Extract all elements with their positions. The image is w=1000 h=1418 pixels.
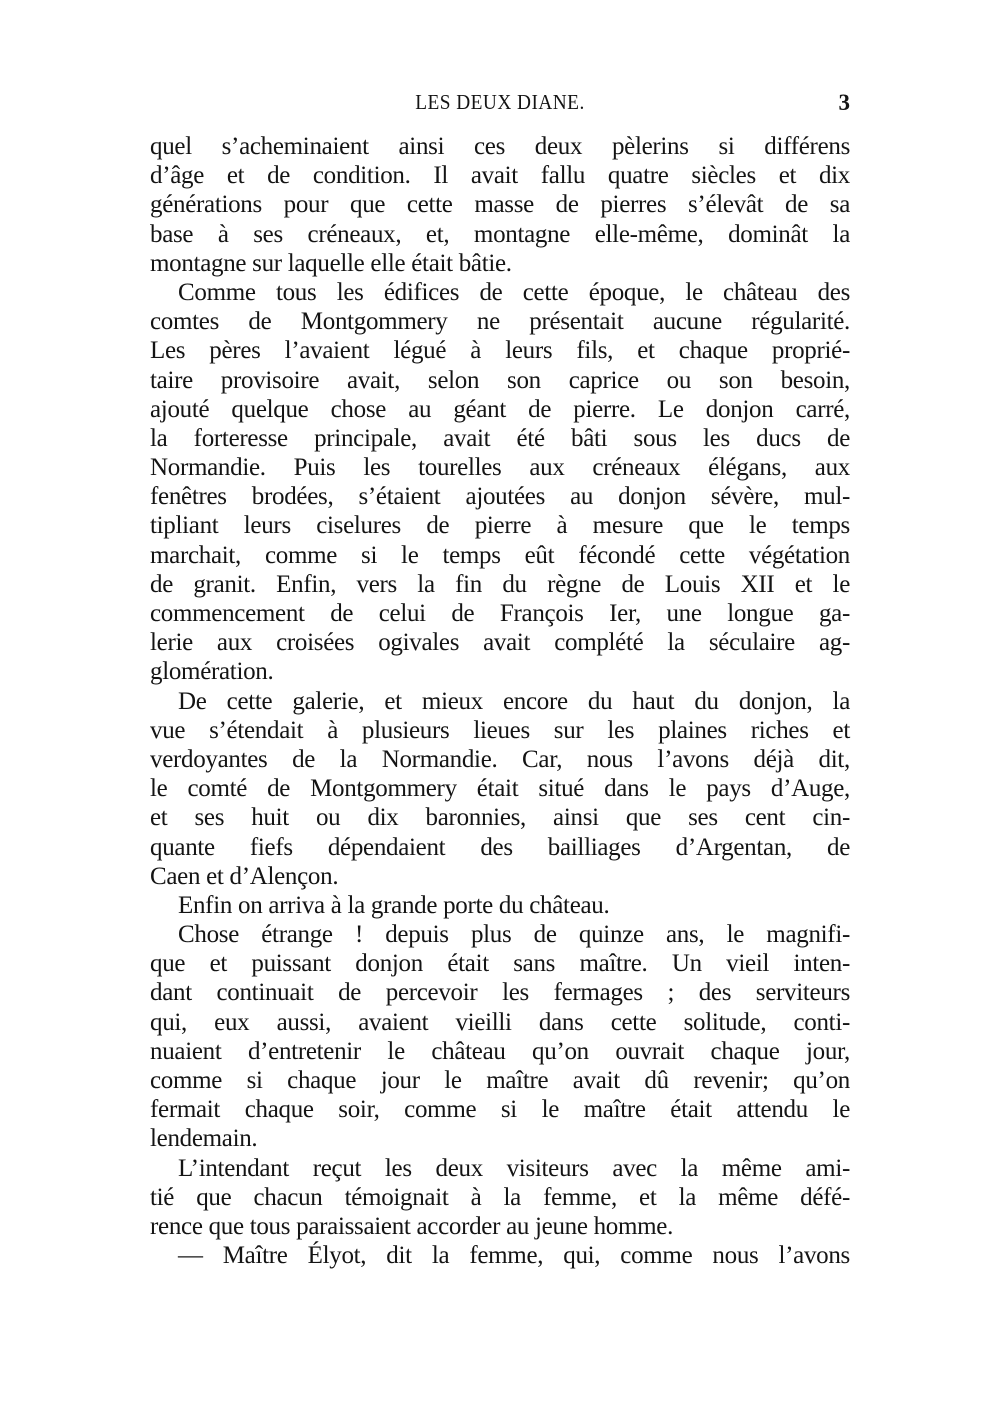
text-line: base à ses créneaux, et, montagne elle-même, dominât la: [150, 220, 850, 248]
text-line: nuaient d’entretenir le château qu’on ouvrait chaque jour,: [150, 1037, 850, 1065]
text-line: et ses huit ou dix baronnies, ainsi que ses cent cin-: [150, 804, 850, 832]
text-line: L’intendant reçut les deux visiteurs avec la même ami-: [178, 1154, 850, 1182]
text-line: Caen et d’Alençon.: [150, 862, 339, 890]
text-line: tié que chacun témoignait à la femme, et la même défé-: [150, 1183, 850, 1211]
text-line: comme si chaque jour le maître avait dû revenir; qu’on: [150, 1067, 850, 1094]
text-line: lerie aux croisées ogivales avait complété la séculaire ag-: [150, 629, 850, 657]
text-line: tipliant leurs ciselures de pierre à mesure que le temps: [150, 512, 850, 540]
text-line: — Maître Élyot, dit la femme, qui, comme nous l’avons: [178, 1242, 850, 1270]
text-line: Les pères l’avaient légué à leurs fils, et chaque proprié-: [150, 337, 850, 365]
text-line: taire provisoire avait, selon son caprice ou son besoin,: [150, 366, 850, 394]
body-text: [150, 132, 850, 1270]
text-line: ajouté quelque chose au géant de pierre. Le donjon carré,: [150, 395, 850, 423]
text-line: de granit. Enfin, vers la fin du règne de Louis XII et le: [150, 570, 850, 598]
text-line: générations pour que cette masse de pierres s’élevât de sa: [150, 191, 850, 219]
text-line: Comme tous les édifices de cette époque, le château des: [178, 278, 850, 306]
text-line: fenêtres brodées, s’étaient ajoutées au donjon sévère, mul-: [150, 483, 850, 511]
text-line: le comté de Montgommery était situé dans le pays d’Auge,: [150, 775, 850, 803]
text-line: De cette galerie, et mieux encore du haut du donjon, la: [178, 687, 850, 715]
text-line: d’âge et de condition. Il avait fallu quatre siècles et dix: [150, 162, 850, 190]
text-line: quel s’acheminaient ainsi ces deux pèlerins si différens: [150, 133, 850, 160]
text-line: Enfin on arriva à la grande porte du château.: [178, 891, 610, 919]
text-line: vue s’étendait à plusieurs lieues sur les plaines riches et: [150, 716, 850, 744]
text-line: marchait, comme si le temps eût fécondé cette végétation: [150, 541, 850, 569]
text-line: lendemain.: [150, 1125, 258, 1153]
text-line: verdoyantes de la Normandie. Car, nous l’avons déjà dit,: [150, 745, 850, 773]
text-line: que et puissant donjon était sans maître. Un vieil inten-: [150, 950, 850, 978]
text-line: Normandie. Puis les tourelles aux créneaux élégans, aux: [150, 454, 850, 482]
text-line: la forteresse principale, avait été bâti sous les ducs de: [150, 424, 850, 452]
running-title: LES DEUX DIANE.: [415, 90, 585, 114]
text-line: qui, eux aussi, avaient vieilli dans cette solitude, conti-: [150, 1008, 850, 1036]
text-line: rence que tous paraissaient accorder au jeune homme.: [150, 1212, 674, 1240]
text-line: quante fiefs dépendaient des bailliages d’Argentan, de: [150, 833, 850, 861]
text-line: montagne sur laquelle elle était bâtie.: [150, 249, 512, 277]
text-line: dant continuait de percevoir les fermages ; des serviteurs: [150, 979, 850, 1007]
text-line: fermait chaque soir, comme si le maître était attendu le: [150, 1096, 850, 1124]
text-line: comtes de Montgommery ne présentait aucune régularité.: [150, 308, 850, 336]
page-number: 3: [838, 90, 850, 115]
text-line: glomération.: [150, 658, 274, 686]
running-head: [150, 90, 850, 118]
text-line: commencement de celui de François Ier, une longue ga-: [150, 600, 850, 627]
text-line: Chose étrange ! depuis plus de quinze ans, le magnifi-: [178, 921, 850, 949]
